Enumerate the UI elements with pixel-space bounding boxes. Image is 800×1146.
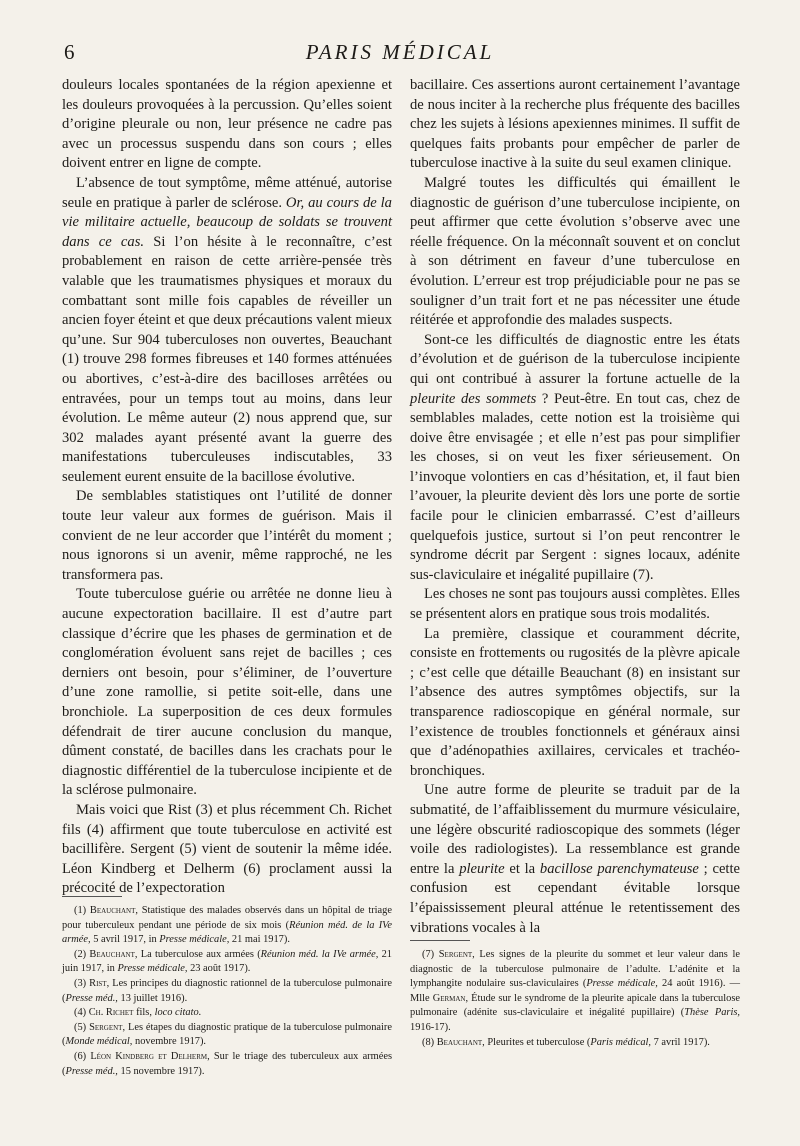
footnote: (4) Ch. Richet fils, loco citato. <box>74 1007 202 1019</box>
paragraph: La première, classique et couramment décrite, consiste en frottements ou rugosités de la plèvre apicale ; c’est celle que détaille Beauchant (8) en insistant sur l’absence des autres symptômes objectifs, sur la transparence radioscopique en général normale, sur l’existence de troubles fonctionnels et généraux ainsi que d’adénopathies axillaires, cervicales et trachéo-bronchiques. <box>410 625 740 779</box>
right-column <box>410 76 740 938</box>
footnote: (5) Sergent, Les étapes du diagnostic pratique de la tuberculose pulmonaire (Monde médical, novembre 1917). <box>62 1021 392 1048</box>
paragraph <box>410 331 740 586</box>
left-column <box>62 76 392 899</box>
page-number: 6 <box>64 40 75 64</box>
footnote-rule <box>62 896 122 897</box>
paragraph: De semblables statistiques ont l’utilité de donner toute leur valeur aux formes de guérison. Mais il convient de ne leur accorder que l’intérêt du moment ; nous ignorons si un avenir, même rapproché, ne les transformera pas. <box>62 488 392 583</box>
page-header <box>62 40 738 70</box>
text-run: ? Peut-être. En tout cas, chez de semblables malades, cette notion est la troisième qui doive être envisagée ; et elle n’est pas pour simplifier les choses, si on veut les fixer sérieusement. On l’invoque volontiers en cas d’hésitation, et, il faut bien l’avouer, la pleurite devient dès lors une porte de sortie facile pour le clinicien embarrassé. C’est d’ailleurs quelquefois justice, surtout si l’on peut rencontrer le syndrome décrit par Sergent : signes locaux, adénite sus-claviculaire et inégalité pupillaire (7). <box>410 390 740 583</box>
footnotes-left <box>62 904 392 1079</box>
paragraph: Toute tuberculose guérie ou arrêtée ne donne lieu à aucune expectoration bacillaire. Il est d’autre part classique d’écrire que les phases de germination et de conglomération évoluent sans rejet de bacilles ; ces derniers ont besoin, pour s’éliminer, de l’ouverture d’une zone ramollie, si petite soit-elle, dans une bronchiole. La superposition de ces deux formules défendrait de tirer aucune conclusion du manque, dûment constaté, de bacilles dans les crachats pour le diagnostic différentiel de la tuberculose incipiente et de la sclérose pulmonaire. <box>62 586 392 799</box>
italic-text: Or, au cours de la vie militaire actuelle, beaucoup de soldats se trouvent dans ce cas. <box>62 194 392 250</box>
italic-text: pleurite <box>459 860 505 877</box>
paragraph <box>410 781 740 938</box>
journal-title: PARIS MÉDICAL <box>305 40 495 64</box>
paragraph: Malgré toutes les difficultés qui émaillent le diagnostic de guérison d’une tuberculose incipiente, on peut affirmer que cette évolution s’observe avec une réelle fréquence. On la méconnaît souvent et on conclut à son détriment en faveur d’une tuberculose en évolution. L’erreur est trop préjudiciable pour ne pas se souligner d’un trait fort et ne pas nécessiter une étude réitérée et approfondie des malades suspects. <box>410 174 740 329</box>
text-run: ; cette confusion est cependant évitable lorsque l’épaississement pleural atténue le retentissement des vibrations vocales à la <box>410 860 741 936</box>
italic-text: bacillose parenchymateuse <box>539 860 699 877</box>
text-run: et la <box>509 860 536 877</box>
text-run: Si l’on hésite à le reconnaître, c’est probablement en raison de cette arrière-pensée très valable que les traumatismes physiques et moraux du combattant sont mille fois capables de réveiller un ancien foyer éteint et que deux précautions valent mieux qu’une. Sur 904 tuberculoses non ouvertes, Beauchant (1) trouve 298 formes fibreuses et 140 formes atténuées ou abortives, c’est-à-dire des bacilloses arrêtées ou entravées, pour un temps tout au moins, dans leur évolution. Le même auteur (2) nous apprend que, sur 302 malades ayant présenté avant la guerre des manifestations tuberculeuses indiscutables, 33 seulement eurent ensuite de la bacillose évolutive. <box>62 233 392 485</box>
paragraph: bacillaire. Ces assertions auront certainement l’avantage de nous inciter à la recherche plus fréquente des bacilles chez les sujets à lésions apexiennes minimes. Il suffit de quelques faits probants pour empêcher de parler de tuberculose inactive à la suite du seul examen clinique. <box>410 77 740 172</box>
paragraph <box>62 174 392 488</box>
footnote-rule <box>410 940 470 941</box>
footnote: (1) Beauchant, Statistique des malades observés dans un hôpital de triage pour tuberculeux pendant une période de six mois (Réunion méd. de la IVe armée, 5 avril 1917, in Presse médicale, 21 mai 1917). <box>62 905 392 946</box>
footnote: (7) Sergent, Les signes de la pleurite du sommet et leur valeur dans le diagnostic de la tuberculose pulmonaire de l’adulte. L’adénite et la lymphangite nodulaire sus-claviculaires (Presse médicale, 24 août 1916). — Mlle German, Étude sur le syndrome de la pleurite apicale dans la tuberculose pulmonaire (adénite sus-claviculaire et inégalité pupillaire) (Thèse Paris, 1916-17). <box>410 949 740 1033</box>
footnote: (2) Beauchant, La tuberculose aux armées (Réunion méd. la IVe armée, 21 juin 1917, in Presse médicale, 23 août 1917). <box>62 948 392 975</box>
italic-text: pleurite des sommets <box>410 390 537 407</box>
footnote: (3) Rist, Les principes du diagnostic rationnel de la tuberculose pulmonaire (Presse méd., 13 juillet 1916). <box>62 977 392 1004</box>
paragraph: Mais voici que Rist (3) et plus récemment Ch. Richet fils (4) affirment que toute tuberculose en activité est bacillifère. Sergent (5) vient de soutenir la même idée. Léon Kindberg et Delherm (6) proclament aussi la précocité de l’expectoration <box>62 801 392 897</box>
text-run: Une autre forme de pleurite se traduit par de la submatité, de l’affaiblissement du murmure vésiculaire, une légère obscurité radioscopique des sommets (léger voile des radiologistes). La ressemblance est grande entre la <box>410 782 740 877</box>
footnote: (6) Léon Kindberg et Delherm, Sur le triage des tuberculeux aux armées (Presse méd., 15 novembre 1917). <box>62 1050 392 1077</box>
paragraph: douleurs locales spontanées de la région apexienne et les douleurs provoquées à la percussion. Qu’elles soient d’origine pleurale ou non, leur présence ne cadre pas avec un processus suspendu dans son cours ; elles doivent entrer en ligne de compte. <box>62 77 392 172</box>
paragraph: Les choses ne sont pas toujours aussi complètes. Elles se présentent alors en pratique sous trois modalités. <box>410 586 740 623</box>
footnote: (8) Beauchant, Pleurites et tuberculose (Paris médical, 7 avril 1917). <box>422 1036 710 1048</box>
footnotes-right <box>410 948 740 1050</box>
text-run: L’absence de tout symptôme, même atténué, autorise seule en pratique à parler de sclérose. <box>62 174 392 211</box>
text-run: Sont-ce les difficultés de diagnostic entre les états d’évolution et de guérison de la tuberculose incipiente qui ont contribué à assurer la fortune actuelle de la <box>410 331 740 387</box>
